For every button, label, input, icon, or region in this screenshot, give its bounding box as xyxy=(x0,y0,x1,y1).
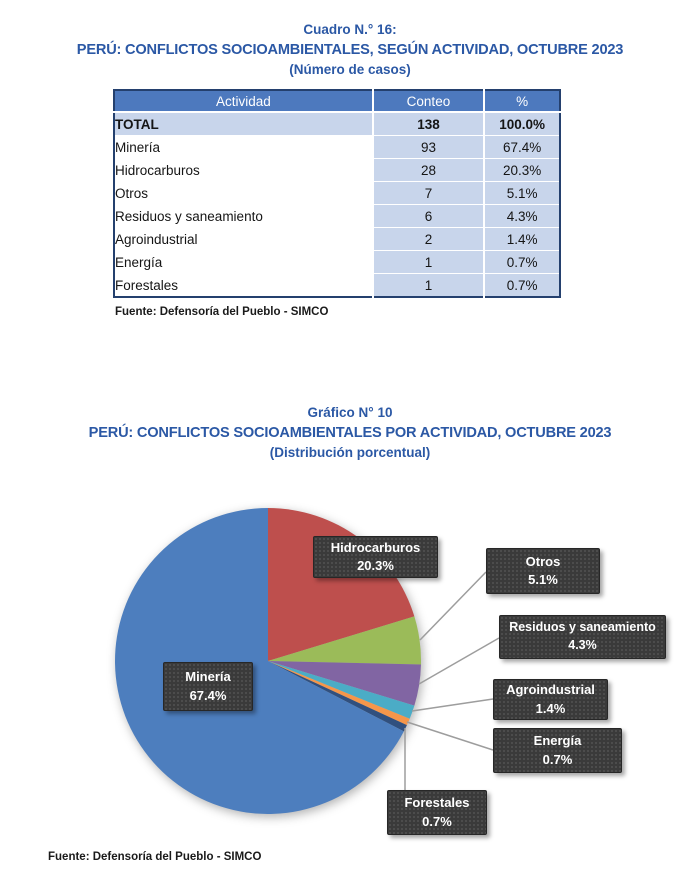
callout-label: Agroindustrial xyxy=(506,682,595,698)
col-header-conteo: Conteo xyxy=(373,90,485,112)
chart-subtitle: (Distribución porcentual) xyxy=(269,445,431,460)
table-row xyxy=(114,228,560,251)
total-label: TOTAL xyxy=(114,112,373,136)
activity-label: Minería xyxy=(114,136,373,159)
activity-count: 2 xyxy=(373,228,485,251)
table-caption-number: Cuadro N.° 16: xyxy=(303,22,397,37)
col-header-actividad: Actividad xyxy=(114,90,373,112)
callout-residuos-y-saneamiento xyxy=(499,615,666,659)
activity-label: Forestales xyxy=(114,274,373,298)
chart-source-note: Fuente: Defensoría del Pueblo - SIMCO xyxy=(48,851,262,863)
activity-count: 93 xyxy=(373,136,485,159)
leader-line-residuos xyxy=(419,638,499,684)
activity-pct: 67.4% xyxy=(484,136,560,159)
callout-label: Forestales xyxy=(404,795,470,811)
activity-label: Otros xyxy=(114,182,373,205)
total-count: 138 xyxy=(373,112,485,136)
leader-line-agroindustrial xyxy=(412,699,493,711)
activity-count: 1 xyxy=(373,251,485,274)
activity-count: 1 xyxy=(373,274,485,298)
callout-pct: 1.4% xyxy=(535,700,566,716)
callout-energia xyxy=(493,728,622,773)
callout-agroindustrial xyxy=(493,679,608,720)
activity-count: 28 xyxy=(373,159,485,182)
table-row xyxy=(114,251,560,274)
callout-pct: 67.4% xyxy=(189,687,227,703)
activity-pct: 1.4% xyxy=(484,228,560,251)
callout-label: Residuos y saneamiento xyxy=(509,620,656,635)
conflicts-by-activity-table xyxy=(113,89,561,298)
chart-caption-number: Gráfico N° 10 xyxy=(307,405,393,420)
callout-pct: 0.7% xyxy=(422,813,452,829)
table-row xyxy=(114,182,560,205)
callout-label: Minería xyxy=(185,669,231,685)
leader-line-energia xyxy=(407,722,493,750)
callout-label: Hidrocarburos xyxy=(330,539,421,555)
activity-pct: 20.3% xyxy=(484,159,560,182)
activity-pct: 5.1% xyxy=(484,182,560,205)
callout-forestales xyxy=(387,790,487,835)
callout-mineria xyxy=(163,662,253,711)
total-pct: 100.0% xyxy=(484,112,560,136)
activity-label: Agroindustrial xyxy=(114,228,373,251)
activity-label: Residuos y saneamiento xyxy=(114,205,373,228)
table-subtitle: (Número de casos) xyxy=(289,62,411,77)
table-title: PERÚ: CONFLICTOS SOCIOAMBIENTALES, SEGÚN ACTIVIDAD, OCTUBRE 2023 xyxy=(76,42,624,58)
chart-title-block xyxy=(0,403,700,463)
table-header-row xyxy=(114,90,560,112)
activity-count: 6 xyxy=(373,205,485,228)
table-row-total xyxy=(114,112,560,136)
table-row xyxy=(114,205,560,228)
activity-pct: 0.7% xyxy=(484,251,560,274)
pie-chart xyxy=(0,480,700,865)
activity-label: Hidrocarburos xyxy=(114,159,373,182)
activity-count: 7 xyxy=(373,182,485,205)
callout-pct: 0.7% xyxy=(542,751,573,767)
leader-line-otros xyxy=(420,572,486,640)
activity-pct: 4.3% xyxy=(484,205,560,228)
callout-label: Energía xyxy=(533,733,582,749)
chart-title: PERÚ: CONFLICTOS SOCIOAMBIENTALES POR ACTIVIDAD, OCTUBRE 2023 xyxy=(88,425,612,441)
callout-label: Otros xyxy=(525,553,561,569)
callout-hidrocarburos xyxy=(313,536,438,578)
table-source-note: Fuente: Defensoría del Pueblo - SIMCO xyxy=(115,306,329,318)
table-row xyxy=(114,159,560,182)
table-row xyxy=(114,136,560,159)
callout-pct: 4.3% xyxy=(568,638,597,652)
callout-pct: 5.1% xyxy=(528,572,558,587)
activity-label: Energía xyxy=(114,251,373,274)
callout-otros xyxy=(486,548,600,594)
activity-pct: 0.7% xyxy=(484,274,560,298)
col-header-pct: % xyxy=(484,90,560,112)
table-row xyxy=(114,274,560,298)
table-title-block xyxy=(0,20,700,80)
callout-pct: 20.3% xyxy=(357,558,394,573)
